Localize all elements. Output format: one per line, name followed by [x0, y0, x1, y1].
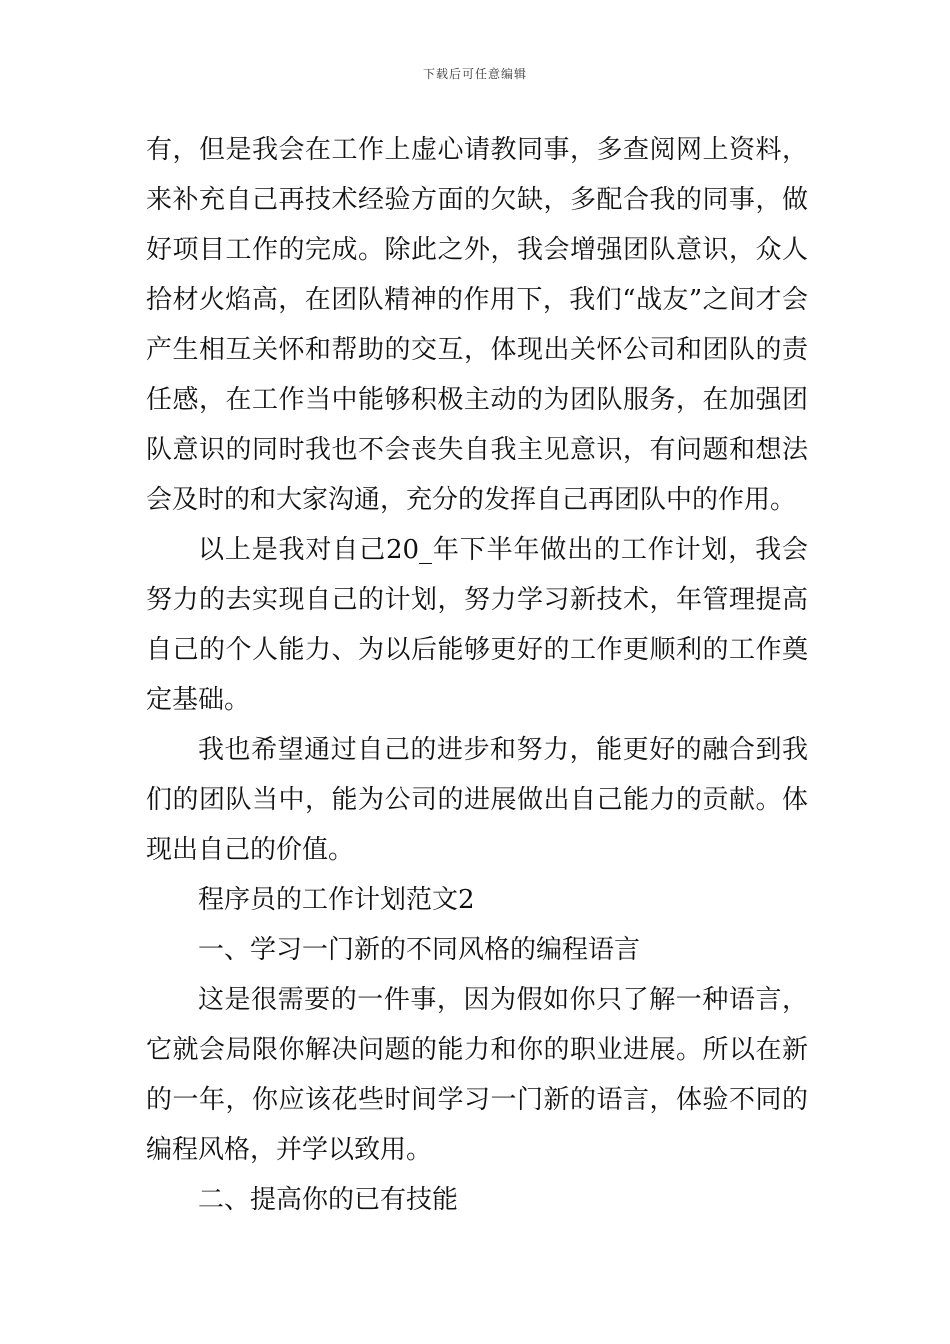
page-header-note: 下载后可任意编辑	[422, 67, 527, 81]
paragraph-hope: 我也希望通过自己的进步和努力，能更好的融合到我们的团队当中，能为公司的进展做出自己能力的贡献。体现出自己的价值。	[146, 735, 808, 865]
heading-two: 二、提高你的已有技能	[198, 1185, 459, 1215]
document-body	[146, 125, 808, 1225]
heading-one: 一、学习一门新的不同风格的编程语言	[198, 935, 641, 965]
paragraph-continuation: 有，但是我会在工作上虚心请教同事，多查阅网上资料，来补充自己再技术经验方面的欠缺，多配合我的同事，做好项目工作的完成。除此之外，我会增强团队意识，众人拾材火焰高，在团队精神的作用下，我们“战友”之间才会产生相互关怀和帮助的交互，体现出关怀公司和团队的责任感，在工作当中能够积极主动的为团队服务，在加强团队意识的同时我也不会丧失自我主见意识，有问题和想法会及时的和大家沟通，充分的发挥自己再团队中的作用。	[146, 135, 808, 515]
paragraph-new-language: 这是很需要的一件事，因为假如你只了解一种语言，它就会局限你解决问题的能力和你的职业进展。所以在新的一年，你应该花些时间学习一门新的语言，体验不同的编程风格，并学以致用。	[146, 985, 808, 1165]
section-title: 程序员的工作计划范文2	[198, 885, 475, 915]
paragraph-summary: 以上是我对自己20_年下半年做出的工作计划，我会努力的去实现自己的计划，努力学习新技术，年管理提高自己的个人能力、为以后能够更好的工作更顺利的工作奠定基础。	[146, 535, 808, 715]
